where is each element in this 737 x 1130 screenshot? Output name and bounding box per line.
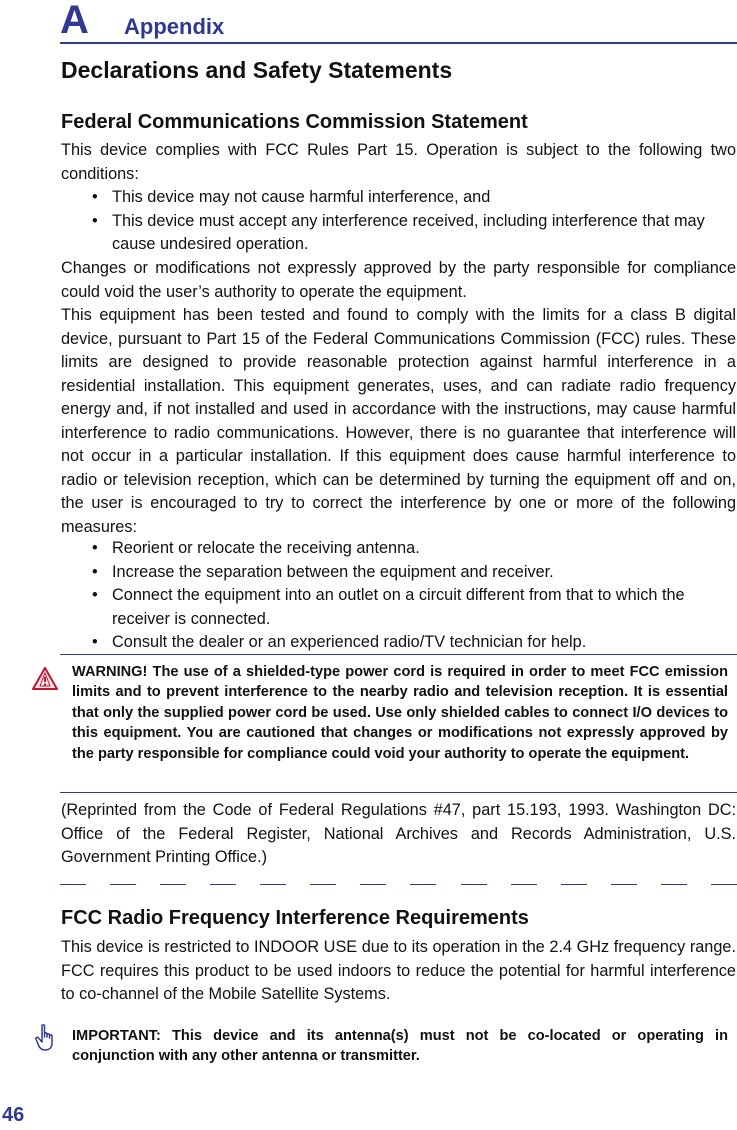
pointing-hand-icon bbox=[34, 1024, 56, 1052]
fcc-conditions-list bbox=[88, 186, 736, 257]
rf-requirements-heading: FCC Radio Frequency Interference Requirements bbox=[61, 907, 529, 929]
list-item: • Connect the equipment into an outlet on a circuit different from that to which the receiver is connected. bbox=[88, 584, 736, 631]
section-divider bbox=[60, 884, 737, 886]
rf-requirements-paragraph: This device is restricted to INDOOR USE due to its operation in the 2.4 GHz frequency range. FCC requires this product to be used indoors to reduce the potential for harmful interference to co-channel of the Mobile Satellite Systems. bbox=[61, 938, 736, 1003]
warning-text: WARNING! The use of a shielded-type power cord is required in order to meet FCC emission limits and to prevent interference to the nearby radio and television reception. It is essential that only the supplied power cord be used. Use only shielded cables to connect I/O devices to this equipment. You are cautioned that changes or modifications not expressly approved by the party responsible for compliance could void your authority to operate the equipment. bbox=[72, 664, 728, 762]
page-title: Declarations and Safety Statements bbox=[61, 57, 453, 83]
fcc-tested-paragraph: This equipment has been tested and found to comply with the limits for a class B digital device, pursuant to Part 15 of the Federal Communications Commission (FCC) rules. These limits are designed to provide reasonable protection against harmful interference in a residential installation. This equipment generates, uses, and can radiate radio frequency energy and, if not installed and used in accordance with the instructions, may cause harmful interference to radio communications. However, there is no guarantee that interference will not occur in a particular installation. If this equipment does cause harmful interference to radio or television reception, which can be determined by turning the equipment off and on, the user is encouraged to try to correct the interference by one or more of the following measures: bbox=[61, 306, 736, 536]
warning-box-bottom-rule bbox=[60, 792, 737, 793]
list-item: • Increase the separation between the equipment and receiver. bbox=[88, 561, 736, 585]
reprint-paragraph: (Reprinted from the Code of Federal Regulations #47, part 15.193, 1993. Washington DC: Office of the Federal Register, National Archives and Records Administration, U.S. Government Printing Office.) bbox=[61, 801, 736, 866]
chapter-title: Appendix bbox=[124, 14, 225, 39]
chapter-letter: A bbox=[60, 0, 89, 42]
fcc-measures-list bbox=[88, 537, 736, 655]
list-item: • This device may not cause harmful interference, and bbox=[88, 186, 736, 210]
header-divider bbox=[60, 42, 737, 44]
list-item: • Reorient or relocate the receiving antenna. bbox=[88, 537, 736, 561]
fcc-intro-paragraph: This device complies with FCC Rules Part 15. Operation is subject to the following two conditions: bbox=[61, 141, 736, 183]
page-number: 46 bbox=[2, 1104, 25, 1126]
list-item: • Consult the dealer or an experienced radio/TV technician for help. bbox=[88, 631, 736, 655]
fcc-statement-heading: Federal Communications Commission Statement bbox=[61, 111, 528, 133]
fcc-changes-paragraph: Changes or modifications not expressly approved by the party responsible for compliance could void the user’s authority to operate the equipment. bbox=[61, 259, 736, 301]
important-text: IMPORTANT: This device and its antenna(s) must not be co-located or operating in conjunction with any other antenna or transmitter. bbox=[72, 1028, 728, 1065]
warning-triangle-icon bbox=[32, 667, 58, 691]
warning-box-top-rule bbox=[60, 654, 737, 655]
list-item: • This device must accept any interference received, including interference that may cause undesired operation. bbox=[88, 210, 736, 257]
